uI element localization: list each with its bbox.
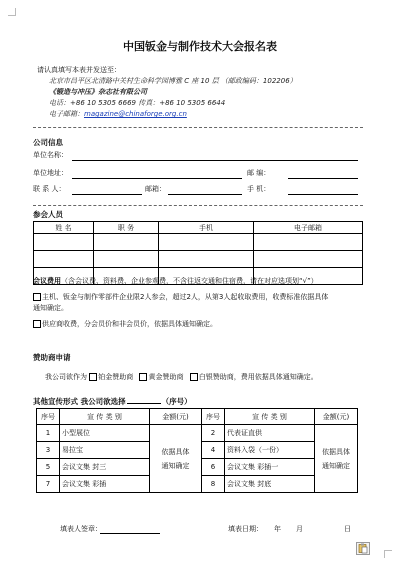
attendee-cell[interactable] [34,234,94,251]
promo-type: 会议文集 彩插 [60,476,150,493]
company-name-label: 单位名称： [33,151,68,159]
paste-options-icon[interactable] [356,540,370,553]
promo-amount-note-line: 通知确定 [322,461,350,470]
sponsor-row [45,373,318,382]
company-name-field[interactable] [72,160,358,161]
promo-header-no: 序号 [202,409,225,425]
attendee-header-name: 姓 名 [34,222,94,234]
company-heading: 公司信息 [33,138,63,147]
contact-label: 联 系 人： [33,185,66,193]
table-row [34,234,363,251]
promo-header-no: 序号 [37,409,60,425]
promo-header-amount: 金额(元) [150,409,202,425]
mailbox-label: 邮箱： [145,185,166,193]
company-address-field[interactable] [72,178,242,179]
fee-row [33,277,318,286]
date-month: 月 [296,525,303,533]
signer-label: 填表人签章： [60,525,102,533]
fee-checkbox-2[interactable] [33,320,41,328]
promo-no: 3 [37,442,60,459]
promo-no: 5 [37,459,60,476]
promo-type: 资料入袋（一份） [225,442,315,459]
date-year: 年 [274,525,281,533]
sponsor-silver-label: 白银赞助商，费用依据具体通知确定。 [198,373,318,381]
attendees-table [33,221,363,285]
date-label: 填表日期： [228,525,263,533]
mailbox-field[interactable] [168,194,242,195]
sponsor-checkbox-gold[interactable] [139,373,147,381]
attendees-heading: 参会人员 [33,210,63,219]
attendee-cell[interactable] [254,234,363,251]
sponsor-checkbox-silver[interactable] [190,373,198,381]
contact-field[interactable] [72,194,142,195]
intro-email-row [49,110,187,119]
sponsor-checkbox-platinum[interactable] [89,373,97,381]
attendee-cell[interactable] [159,234,254,251]
intro-org: 《锻造与冲压》杂志社有限公司 [49,88,147,96]
promo-row [33,396,192,407]
promo-no: 4 [202,442,225,459]
attendee-cell[interactable] [94,234,159,251]
promo-no: 8 [202,476,225,493]
promo-amount-note [150,425,202,493]
promo-no: 6 [202,459,225,476]
fee-option-2 [33,320,217,329]
table-row [34,251,363,268]
intro-address: 北京市昌平区北清路中关村生命科学园博雅 C 座 10 层 （邮政编码：102206） [49,77,297,85]
promo-no: 7 [37,476,60,493]
email-link[interactable]: magazine@chinaforge.org.cn [84,110,187,118]
promo-type: 会议文集 封三 [60,459,150,476]
page-corner-mark [8,8,16,16]
promo-choice-field[interactable] [127,396,161,404]
attendee-cell[interactable] [34,251,94,268]
zip-field[interactable] [288,178,358,179]
sponsor-gold-label: 黄金赞助商 [148,373,184,381]
email-label: 电子邮箱： [49,110,84,118]
promo-amount-note-line: 通知确定 [161,461,190,470]
divider [33,127,363,128]
fee-heading: 会议费用 [33,277,61,285]
promo-amount-note-line: 依据具体 [161,447,190,456]
promo-amount-note-line: 依据具体 [322,447,350,456]
attendee-header-mobile: 手机 [159,222,254,234]
divider [33,205,363,206]
promo-type: 会议文集 彩插一 [225,459,315,476]
attendee-header-email: 电子邮箱 [254,222,363,234]
fee-option-2-text: 供应商收费，分会员价和非会员价，依据具体通知确定。 [42,320,217,328]
attendee-cell[interactable] [94,251,159,268]
page-title: 中国钣金与制作技术大会报名表 [123,40,277,53]
promo-no: 1 [37,425,60,442]
promo-table [36,408,358,493]
promo-no: 2 [202,425,225,442]
fee-option-1-cont: 通知确定。 [33,304,68,312]
promo-amount-note [315,425,358,493]
promo-type: 会议文集 封底 [225,476,315,493]
sponsor-platinum-label: 铂金赞助商 [98,373,134,381]
promo-type: 代表证直供 [225,425,315,442]
promo-header-type: 宣 传 类 别 [225,409,315,425]
attendee-cell[interactable] [254,251,363,268]
fee-checkbox-1[interactable] [33,293,41,301]
mobile-label: 手 机： [247,185,271,193]
promo-header-type: 宣 传 类 别 [60,409,150,425]
intro-line: 请认真填写本表并发送至： [37,66,121,74]
company-address-label: 单位地址： [33,169,68,177]
fee-option-1 [33,293,328,302]
mobile-field[interactable] [288,194,358,195]
promo-seq-label: （序号） [161,397,192,406]
table-row [37,425,358,442]
promo-type: 小型展位 [60,425,150,442]
page-corner-mark [384,550,392,558]
signer-field[interactable] [100,533,160,534]
sponsor-heading: 赞助商申请 [33,353,71,362]
promo-header-amount: 金额(元) [315,409,358,425]
fee-option-1-text: 主机、钣金与制作零部件企业限2人参会，超过2人，从第3人起收取费用，收费标准依据具体 [42,293,329,301]
sponsor-intro: 我公司欲作为 [45,373,87,381]
date-day: 日 [344,525,351,533]
promo-heading: 其他宣传形式 我公司欲选择 [33,397,126,406]
zip-label: 邮 编： [247,169,271,177]
fee-desc: （含会议费、资料费、企业参观费，不含往返交通和住宿费，请在对应选项划“√”） [61,277,318,285]
promo-type: 易拉宝 [60,442,150,459]
attendee-cell[interactable] [159,251,254,268]
intro-phone: 电话：+86 10 5305 6669 传真：+86 10 5305 6644 [49,99,226,107]
attendee-header-title: 职 务 [94,222,159,234]
